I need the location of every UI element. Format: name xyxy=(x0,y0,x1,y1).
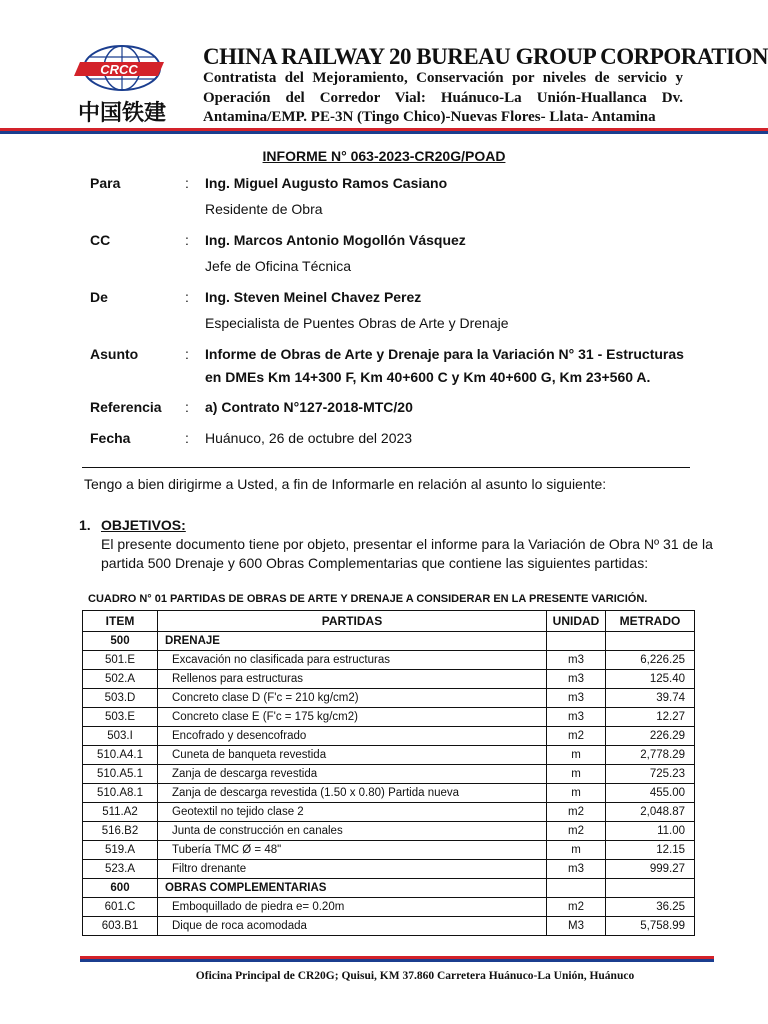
logo-text: CRCC xyxy=(100,62,138,77)
header-partidas: PARTIDAS xyxy=(158,611,547,632)
company-description: Contratista del Mejoramiento, Conservación por niveles de servicio y Operación del Corredor Vial: Huánuco-La Unión-Huallanca Dv. Antamina/EMP. PE-3N (Tingo Chico)-Nuevas Flores- Llata- Antamina xyxy=(203,70,683,125)
item-cell: 516.B2 xyxy=(83,822,158,841)
partida-cell: Geotextil no tejido clase 2 xyxy=(158,803,547,822)
metrado-cell: 226.29 xyxy=(606,727,695,746)
table-row xyxy=(83,746,695,765)
unidad-cell: m3 xyxy=(547,708,606,727)
unidad-cell: m3 xyxy=(547,689,606,708)
table-row xyxy=(83,784,695,803)
asunto-line1: Informe de Obras de Arte y Drenaje para la Variación N° 31 - Estructuras xyxy=(205,346,684,362)
de-colon: : xyxy=(185,289,189,305)
partida-cell: DRENAJE xyxy=(158,632,547,651)
table-row xyxy=(83,860,695,879)
partida-cell: Cuneta de banqueta revestida xyxy=(158,746,547,765)
unidad-cell: m xyxy=(547,746,606,765)
para-name: Ing. Miguel Augusto Ramos Casiano xyxy=(205,175,448,191)
partida-cell: OBRAS COMPLEMENTARIAS xyxy=(158,879,547,898)
globe-logo-icon xyxy=(66,44,178,126)
report-title: INFORME N° 063-2023-CR20G/POAD xyxy=(262,148,506,164)
table-row xyxy=(83,841,695,860)
partida-cell: Zanja de descarga revestida (1.50 x 0.80) Partida nueva xyxy=(158,784,547,803)
header-metrado: METRADO xyxy=(606,611,695,632)
unidad-cell: m3 xyxy=(547,651,606,670)
section-title: OBJETIVOS: xyxy=(101,517,186,533)
metrado-cell: 999.27 xyxy=(606,860,695,879)
table-row xyxy=(83,670,695,689)
para-colon: : xyxy=(185,175,189,191)
table-row xyxy=(83,803,695,822)
partida-cell: Tubería TMC Ø = 48" xyxy=(158,841,547,860)
item-cell: 502.A xyxy=(83,670,158,689)
unidad-cell: m xyxy=(547,765,606,784)
metrado-cell: 2,778.29 xyxy=(606,746,695,765)
item-cell: 500 xyxy=(83,632,158,651)
referencia-colon: : xyxy=(185,399,189,415)
table-row xyxy=(83,689,695,708)
section-number: 1. xyxy=(79,517,91,533)
logo-chinese-text: 中国铁建 xyxy=(77,101,167,126)
table-row xyxy=(83,898,695,917)
table-row xyxy=(83,765,695,784)
unidad-cell: m3 xyxy=(547,670,606,689)
item-cell: 519.A xyxy=(83,841,158,860)
partida-cell: Rellenos para estructuras xyxy=(158,670,547,689)
item-cell: 503.I xyxy=(83,727,158,746)
metrado-cell: 725.23 xyxy=(606,765,695,784)
table-row xyxy=(83,651,695,670)
unidad-cell: m xyxy=(547,784,606,803)
item-cell: 503.E xyxy=(83,708,158,727)
unidad-cell xyxy=(547,879,606,898)
cc-name: Ing. Marcos Antonio Mogollón Vásquez xyxy=(205,232,466,248)
item-cell: 501.E xyxy=(83,651,158,670)
divider xyxy=(82,467,690,468)
metrado-cell: 6,226.25 xyxy=(606,651,695,670)
table-row xyxy=(83,727,695,746)
header-item: ITEM xyxy=(83,611,158,632)
partida-cell: Concreto clase E (F'c = 175 kg/cm2) xyxy=(158,708,547,727)
table-row xyxy=(83,917,695,936)
item-cell: 523.A xyxy=(83,860,158,879)
unidad-cell: m2 xyxy=(547,898,606,917)
partida-cell: Dique de roca acomodada xyxy=(158,917,547,936)
table-row xyxy=(83,708,695,727)
item-cell: 510.A4.1 xyxy=(83,746,158,765)
section-body: El presente documento tiene por objeto, presentar el informe para la Variación de Obra Nº 31 de la partida 500 Drenaje y 600 Obras Complementarias que contiene las siguientes partidas: xyxy=(101,536,713,571)
asunto-colon: : xyxy=(185,346,189,362)
table-caption: CUADRO N° 01 PARTIDAS DE OBRAS DE ARTE Y DRENAJE A CONSIDERAR EN LA PRESENTE VARICIÓN. xyxy=(88,593,648,605)
fecha-label: Fecha xyxy=(90,430,131,446)
cc-colon: : xyxy=(185,232,189,248)
intro-text: Tengo a bien dirigirme a Usted, a fin de Informarle en relación al asunto lo siguiente: xyxy=(84,476,607,492)
item-cell: 601.C xyxy=(83,898,158,917)
referencia-value: a) Contrato N°127-2018-MTC/20 xyxy=(205,399,413,415)
metrado-cell: 455.00 xyxy=(606,784,695,803)
unidad-cell: M3 xyxy=(547,917,606,936)
de-name: Ing. Steven Meinel Chavez Perez xyxy=(205,289,422,305)
item-cell: 510.A8.1 xyxy=(83,784,158,803)
asunto-label: Asunto xyxy=(90,346,139,362)
fecha-value: Huánuco, 26 de octubre del 2023 xyxy=(205,430,413,446)
para-role: Residente de Obra xyxy=(205,201,323,217)
metrado-cell: 2,048.87 xyxy=(606,803,695,822)
item-cell: 511.A2 xyxy=(83,803,158,822)
partida-cell: Excavación no clasificada para estructuras xyxy=(158,651,547,670)
asunto-line2: en DMEs Km 14+300 F, Km 40+600 C y Km 40+600 G, Km 23+560 A. xyxy=(205,369,651,385)
partida-cell: Concreto clase D (F'c = 210 kg/cm2) xyxy=(158,689,547,708)
company-logo xyxy=(66,44,178,126)
partida-cell: Zanja de descarga revestida xyxy=(158,765,547,784)
header-unidad: UNIDAD xyxy=(547,611,606,632)
metrado-cell: 11.00 xyxy=(606,822,695,841)
partida-cell: Junta de construcción en canales xyxy=(158,822,547,841)
item-cell: 600 xyxy=(83,879,158,898)
unidad-cell: m3 xyxy=(547,860,606,879)
de-role: Especialista de Puentes Obras de Arte y Drenaje xyxy=(205,315,509,331)
de-label: De xyxy=(90,289,108,305)
unidad-cell xyxy=(547,632,606,651)
metrado-cell xyxy=(606,879,695,898)
unidad-cell: m xyxy=(547,841,606,860)
item-cell: 510.A5.1 xyxy=(83,765,158,784)
partida-cell: Filtro drenante xyxy=(158,860,547,879)
cc-role: Jefe de Oficina Técnica xyxy=(205,258,352,274)
unidad-cell: m2 xyxy=(547,822,606,841)
para-label: Para xyxy=(90,175,121,191)
partida-cell: Encofrado y desencofrado xyxy=(158,727,547,746)
item-cell: 503.D xyxy=(83,689,158,708)
table-header-row xyxy=(83,611,695,632)
metrado-cell: 39.74 xyxy=(606,689,695,708)
partida-cell: Emboquillado de piedra e= 0.20m xyxy=(158,898,547,917)
cc-label: CC xyxy=(90,232,111,248)
metrado-cell: 36.25 xyxy=(606,898,695,917)
metrado-cell: 12.15 xyxy=(606,841,695,860)
table-group-row xyxy=(83,879,695,898)
metrado-cell xyxy=(606,632,695,651)
fecha-colon: : xyxy=(185,430,189,446)
footer-address: Oficina Principal de CR20G; Quisui, KM 37.860 Carretera Huánuco-La Unión, Huánuco xyxy=(195,970,635,982)
metrado-cell: 12.27 xyxy=(606,708,695,727)
table-group-row xyxy=(83,632,695,651)
metrado-cell: 125.40 xyxy=(606,670,695,689)
table-row xyxy=(83,822,695,841)
referencia-label: Referencia xyxy=(90,399,162,415)
company-name: CHINA RAILWAY 20 BUREAU GROUP CORPORATION xyxy=(203,44,768,69)
partidas-table xyxy=(82,610,695,936)
table-body xyxy=(83,632,695,936)
unidad-cell: m2 xyxy=(547,727,606,746)
unidad-cell: m2 xyxy=(547,803,606,822)
item-cell: 603.B1 xyxy=(83,917,158,936)
metrado-cell: 5,758.99 xyxy=(606,917,695,936)
footer-blue-rule xyxy=(80,959,714,962)
header-blue-rule xyxy=(0,131,768,134)
